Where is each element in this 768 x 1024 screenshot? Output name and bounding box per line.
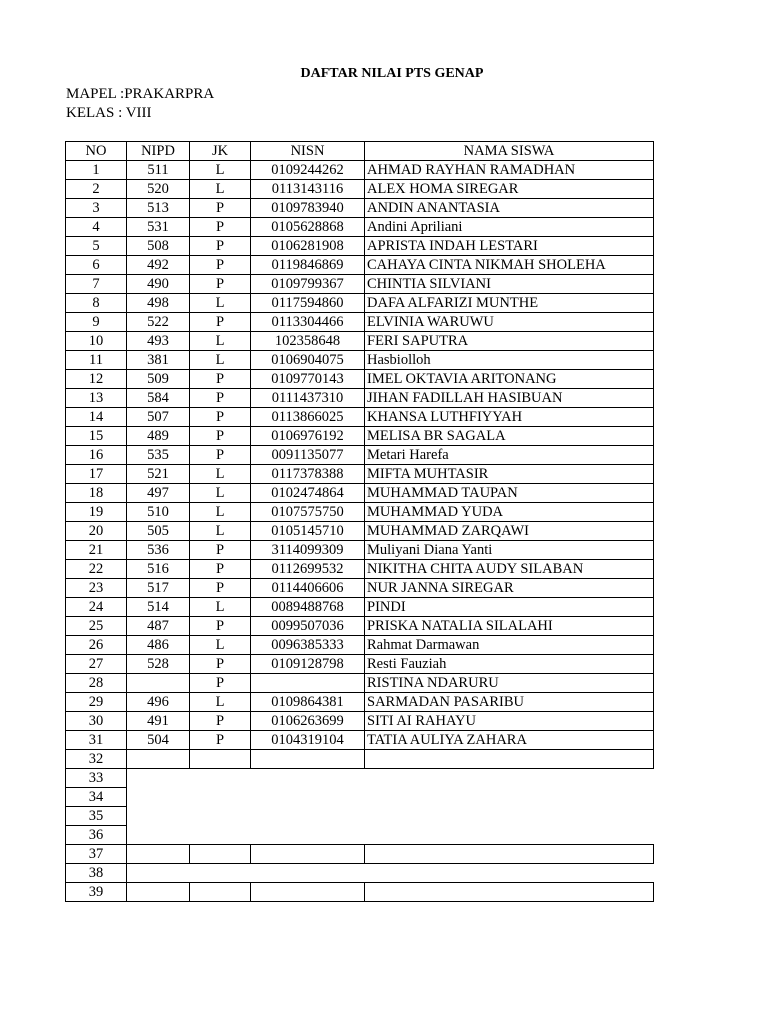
cell-no: 7 <box>66 275 127 294</box>
table-row <box>66 503 654 522</box>
table-row <box>66 750 654 769</box>
cell-no: 28 <box>66 674 127 693</box>
cell-no: 17 <box>66 465 127 484</box>
cell-nisn: 0119846869 <box>251 256 365 275</box>
cell-nipd: 486 <box>127 636 190 655</box>
cell-nama-siswa: FERI SAPUTRA <box>365 332 654 351</box>
cell-nipd: 496 <box>127 693 190 712</box>
cell-jk: L <box>190 161 251 180</box>
table-row <box>66 256 654 275</box>
cell-jk <box>190 883 251 902</box>
cell-nama-siswa: CAHAYA CINTA NIKMAH SHOLEHA <box>365 256 654 275</box>
cell-nisn: 0106281908 <box>251 237 365 256</box>
column-header-nisn: NISN <box>251 142 365 161</box>
cell-no: 30 <box>66 712 127 731</box>
cell-no: 15 <box>66 427 127 446</box>
cell-nama-siswa: AHMAD RAYHAN RAMADHAN <box>365 161 654 180</box>
cell-nipd <box>127 674 190 693</box>
cell-nipd: 489 <box>127 427 190 446</box>
cell-jk: P <box>190 427 251 446</box>
table-row <box>66 598 654 617</box>
cell-nisn: 0109799367 <box>251 275 365 294</box>
table-row <box>66 617 654 636</box>
cell-jk: L <box>190 598 251 617</box>
cell-nama-siswa: Andini Apriliani <box>365 218 654 237</box>
cell-nisn <box>251 845 365 864</box>
merged-blank-cell <box>127 769 654 788</box>
cell-no: 11 <box>66 351 127 370</box>
cell-jk: P <box>190 541 251 560</box>
cell-nisn: 102358648 <box>251 332 365 351</box>
cell-nama-siswa: Rahmat Darmawan <box>365 636 654 655</box>
cell-jk: L <box>190 484 251 503</box>
cell-nama-siswa: NIKITHA CHITA AUDY SILABAN <box>365 560 654 579</box>
cell-no: 37 <box>66 845 127 864</box>
cell-nama-siswa: MELISA BR SAGALA <box>365 427 654 446</box>
cell-nisn: 0109128798 <box>251 655 365 674</box>
cell-nipd: 511 <box>127 161 190 180</box>
merged-blank-cell <box>127 807 654 826</box>
cell-nisn <box>251 883 365 902</box>
cell-no: 25 <box>66 617 127 636</box>
cell-jk: P <box>190 275 251 294</box>
cell-nama-siswa: Hasbiolloh <box>365 351 654 370</box>
cell-nisn: 0109770143 <box>251 370 365 389</box>
cell-no: 8 <box>66 294 127 313</box>
table-row <box>66 313 654 332</box>
table-row <box>66 218 654 237</box>
cell-nipd: 516 <box>127 560 190 579</box>
cell-no: 13 <box>66 389 127 408</box>
table-row <box>66 826 654 845</box>
cell-jk: L <box>190 180 251 199</box>
cell-nipd: 531 <box>127 218 190 237</box>
cell-jk: P <box>190 446 251 465</box>
cell-jk <box>190 750 251 769</box>
cell-nipd: 507 <box>127 408 190 427</box>
cell-nipd: 490 <box>127 275 190 294</box>
cell-jk: L <box>190 294 251 313</box>
cell-jk: P <box>190 731 251 750</box>
cell-nipd: 528 <box>127 655 190 674</box>
document-title: DAFTAR NILAI PTS GENAP <box>300 66 484 81</box>
table-row <box>66 237 654 256</box>
cell-nama-siswa: Muliyani Diana Yanti <box>365 541 654 560</box>
table-row <box>66 408 654 427</box>
cell-nama-siswa <box>365 883 654 902</box>
cell-no: 27 <box>66 655 127 674</box>
cell-nipd <box>127 883 190 902</box>
cell-no: 31 <box>66 731 127 750</box>
cell-nama-siswa: MIFTA MUHTASIR <box>365 465 654 484</box>
cell-nama-siswa: MUHAMMAD ZARQAWI <box>365 522 654 541</box>
table-row <box>66 427 654 446</box>
cell-nipd: 381 <box>127 351 190 370</box>
cell-jk: P <box>190 408 251 427</box>
cell-no: 18 <box>66 484 127 503</box>
cell-nama-siswa: PINDI <box>365 598 654 617</box>
cell-nipd: 487 <box>127 617 190 636</box>
cell-jk: P <box>190 674 251 693</box>
cell-nama-siswa: ELVINIA WARUWU <box>365 313 654 332</box>
cell-nama-siswa: MUHAMMAD YUDA <box>365 503 654 522</box>
cell-no: 19 <box>66 503 127 522</box>
cell-nisn: 0114406606 <box>251 579 365 598</box>
cell-no: 39 <box>66 883 127 902</box>
cell-no: 35 <box>66 807 127 826</box>
cell-nisn <box>251 750 365 769</box>
cell-nipd: 491 <box>127 712 190 731</box>
table-row <box>66 351 654 370</box>
cell-jk: P <box>190 579 251 598</box>
cell-nipd: 510 <box>127 503 190 522</box>
table-row <box>66 370 654 389</box>
cell-nisn: 0113143116 <box>251 180 365 199</box>
cell-nipd: 497 <box>127 484 190 503</box>
cell-jk: P <box>190 560 251 579</box>
cell-nama-siswa: APRISTA INDAH LESTARI <box>365 237 654 256</box>
cell-nama-siswa: RISTINA NDARURU <box>365 674 654 693</box>
cell-nipd: 498 <box>127 294 190 313</box>
cell-jk: L <box>190 351 251 370</box>
cell-nipd: 517 <box>127 579 190 598</box>
grades-table <box>65 141 654 902</box>
table-row <box>66 883 654 902</box>
cell-no: 4 <box>66 218 127 237</box>
cell-nipd: 584 <box>127 389 190 408</box>
cell-nipd: 535 <box>127 446 190 465</box>
cell-nisn: 0104319104 <box>251 731 365 750</box>
cell-nipd: 521 <box>127 465 190 484</box>
cell-nisn: 0113866025 <box>251 408 365 427</box>
cell-nama-siswa: SARMADAN PASARIBU <box>365 693 654 712</box>
cell-nama-siswa: SITI AI RAHAYU <box>365 712 654 731</box>
table-row <box>66 636 654 655</box>
cell-nisn: 0117594860 <box>251 294 365 313</box>
cell-no: 14 <box>66 408 127 427</box>
cell-nisn: 0113304466 <box>251 313 365 332</box>
cell-nama-siswa: ANDIN ANANTASIA <box>365 199 654 218</box>
table-row <box>66 674 654 693</box>
table-row <box>66 731 654 750</box>
table-row <box>66 180 654 199</box>
cell-nisn: 0096385333 <box>251 636 365 655</box>
table-row <box>66 769 654 788</box>
cell-nisn: 0099507036 <box>251 617 365 636</box>
cell-nipd: 520 <box>127 180 190 199</box>
cell-nama-siswa: KHANSA LUTHFIYYAH <box>365 408 654 427</box>
cell-nipd: 522 <box>127 313 190 332</box>
cell-nisn: 0117378388 <box>251 465 365 484</box>
cell-jk: L <box>190 465 251 484</box>
table-row <box>66 693 654 712</box>
table-row <box>66 864 654 883</box>
cell-nama-siswa: JIHAN FADILLAH HASIBUAN <box>365 389 654 408</box>
merged-blank-cell <box>127 788 654 807</box>
table-row <box>66 389 654 408</box>
cell-no: 10 <box>66 332 127 351</box>
cell-nisn <box>251 674 365 693</box>
table-row <box>66 522 654 541</box>
cell-no: 22 <box>66 560 127 579</box>
table-row <box>66 275 654 294</box>
cell-nipd <box>127 750 190 769</box>
cell-no: 23 <box>66 579 127 598</box>
cell-nama-siswa <box>365 845 654 864</box>
cell-no: 38 <box>66 864 127 883</box>
cell-no: 2 <box>66 180 127 199</box>
table-row <box>66 199 654 218</box>
table-row <box>66 579 654 598</box>
cell-nipd: 505 <box>127 522 190 541</box>
cell-nipd: 508 <box>127 237 190 256</box>
cell-no: 1 <box>66 161 127 180</box>
cell-nipd: 513 <box>127 199 190 218</box>
cell-nipd: 493 <box>127 332 190 351</box>
cell-nama-siswa: MUHAMMAD TAUPAN <box>365 484 654 503</box>
cell-no: 6 <box>66 256 127 275</box>
table-row <box>66 294 654 313</box>
cell-no: 5 <box>66 237 127 256</box>
cell-nisn: 0105628868 <box>251 218 365 237</box>
table-row <box>66 712 654 731</box>
cell-jk: L <box>190 636 251 655</box>
cell-no: 16 <box>66 446 127 465</box>
cell-nama-siswa: IMEL OKTAVIA ARITONANG <box>365 370 654 389</box>
class-label: KELAS : VIII <box>66 105 152 121</box>
cell-no: 36 <box>66 826 127 845</box>
table-row <box>66 465 654 484</box>
cell-nipd: 504 <box>127 731 190 750</box>
table-row <box>66 161 654 180</box>
cell-no: 32 <box>66 750 127 769</box>
cell-nisn: 0111437310 <box>251 389 365 408</box>
table-row <box>66 484 654 503</box>
cell-nisn: 0091135077 <box>251 446 365 465</box>
table-row <box>66 541 654 560</box>
cell-nisn: 0106904075 <box>251 351 365 370</box>
cell-nisn: 0106263699 <box>251 712 365 731</box>
merged-blank-cell <box>127 826 654 845</box>
table-row <box>66 788 654 807</box>
cell-nipd: 492 <box>127 256 190 275</box>
cell-nisn: 0106976192 <box>251 427 365 446</box>
table-row <box>66 560 654 579</box>
merged-blank-cell <box>127 864 654 883</box>
table-row <box>66 845 654 864</box>
cell-no: 26 <box>66 636 127 655</box>
cell-nama-siswa: NUR JANNA SIREGAR <box>365 579 654 598</box>
table-body <box>66 161 654 902</box>
cell-no: 12 <box>66 370 127 389</box>
cell-nisn: 0109244262 <box>251 161 365 180</box>
cell-nama-siswa: TATIA AULIYA ZAHARA <box>365 731 654 750</box>
table-row <box>66 655 654 674</box>
cell-jk: P <box>190 617 251 636</box>
cell-nisn: 0109783940 <box>251 199 365 218</box>
cell-jk: P <box>190 218 251 237</box>
column-header-nama-siswa: NAMA SISWA <box>365 142 654 161</box>
cell-jk: P <box>190 313 251 332</box>
table-row <box>66 446 654 465</box>
cell-no: 34 <box>66 788 127 807</box>
cell-jk: P <box>190 389 251 408</box>
cell-jk: P <box>190 370 251 389</box>
cell-nipd <box>127 845 190 864</box>
cell-nama-siswa: DAFA ALFARIZI MUNTHE <box>365 294 654 313</box>
cell-no: 29 <box>66 693 127 712</box>
cell-nisn: 0107575750 <box>251 503 365 522</box>
cell-jk: P <box>190 199 251 218</box>
cell-no: 20 <box>66 522 127 541</box>
table-header-row <box>66 142 654 161</box>
cell-jk: P <box>190 712 251 731</box>
table-row <box>66 332 654 351</box>
table-row <box>66 807 654 826</box>
cell-jk: L <box>190 503 251 522</box>
cell-nisn: 0109864381 <box>251 693 365 712</box>
cell-nipd: 509 <box>127 370 190 389</box>
cell-no: 24 <box>66 598 127 617</box>
cell-nama-siswa: CHINTIA SILVIANI <box>365 275 654 294</box>
cell-no: 9 <box>66 313 127 332</box>
cell-nisn: 0112699532 <box>251 560 365 579</box>
column-header-nipd: NIPD <box>127 142 190 161</box>
cell-no: 33 <box>66 769 127 788</box>
cell-jk: L <box>190 693 251 712</box>
cell-nisn: 3114099309 <box>251 541 365 560</box>
cell-nama-siswa: Resti Fauziah <box>365 655 654 674</box>
cell-nisn: 0089488768 <box>251 598 365 617</box>
cell-no: 21 <box>66 541 127 560</box>
cell-jk: P <box>190 655 251 674</box>
cell-no: 3 <box>66 199 127 218</box>
subject-label: MAPEL :PRAKARPRA <box>66 86 215 102</box>
cell-nisn: 0105145710 <box>251 522 365 541</box>
cell-nipd: 536 <box>127 541 190 560</box>
cell-jk: L <box>190 522 251 541</box>
column-header-no: NO <box>66 142 127 161</box>
cell-nipd: 514 <box>127 598 190 617</box>
cell-nisn: 0102474864 <box>251 484 365 503</box>
cell-jk <box>190 845 251 864</box>
cell-nama-siswa: ALEX HOMA SIREGAR <box>365 180 654 199</box>
cell-jk: P <box>190 237 251 256</box>
column-header-jk: JK <box>190 142 251 161</box>
cell-nama-siswa <box>365 750 654 769</box>
cell-nama-siswa: PRISKA NATALIA SILALAHI <box>365 617 654 636</box>
cell-jk: L <box>190 332 251 351</box>
cell-nama-siswa: Metari Harefa <box>365 446 654 465</box>
cell-jk: P <box>190 256 251 275</box>
